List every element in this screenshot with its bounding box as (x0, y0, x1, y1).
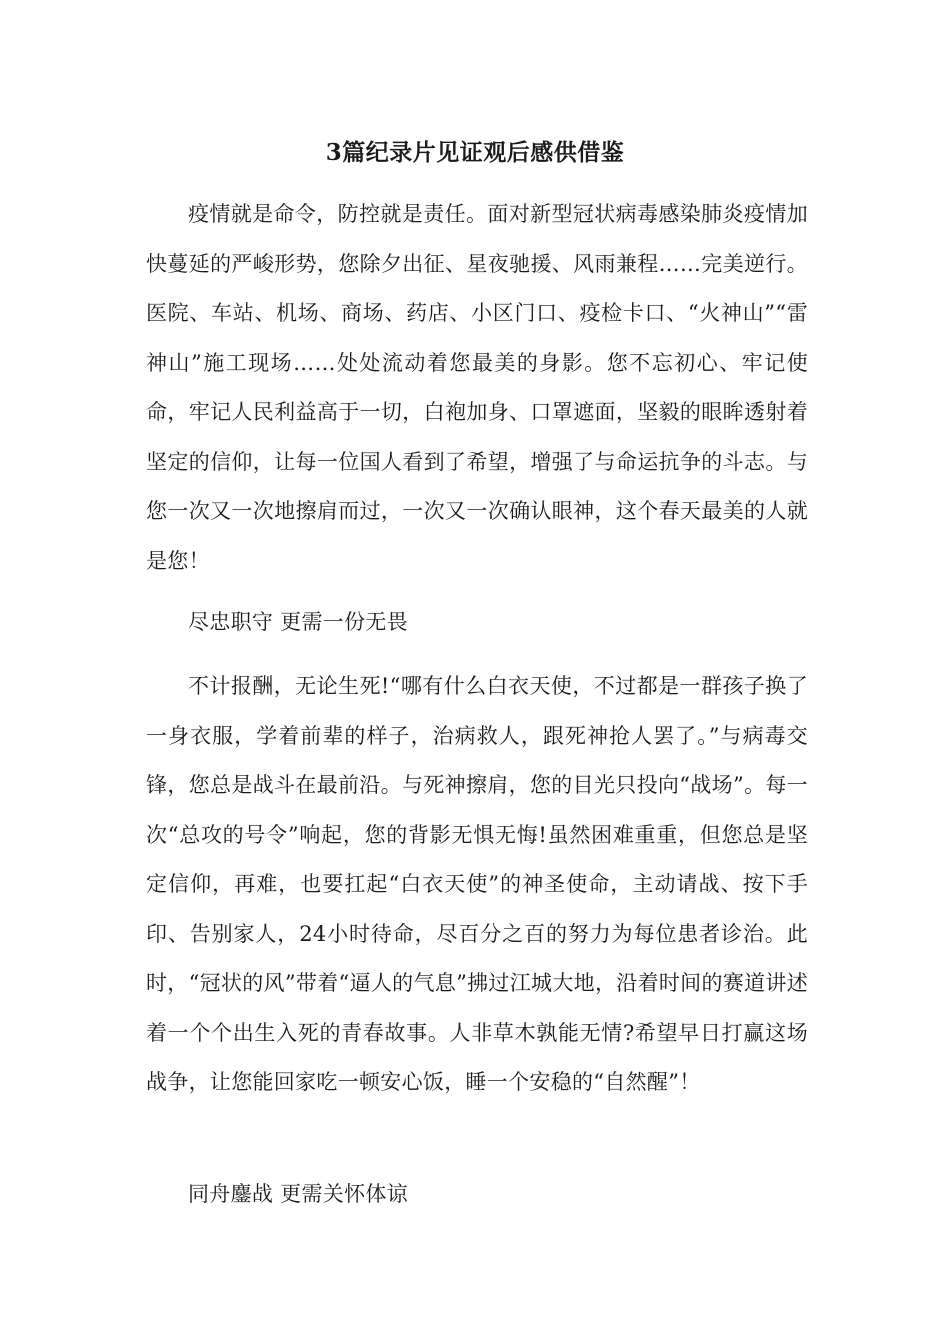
document-title: 3篇纪录片见证观后感供借鉴 (325, 139, 625, 166)
body-paragraph: 不计报酬，无论生死!“哪有什么白衣天使，不过都是一群孩子换了一身衣服，学着前辈的样子，治病救人，跟死神抢人罢了。”与病毒交锋，您总是战斗在最前沿。与死神擦肩，您的目光只投向“战场”。每一次“总攻的号令”响起，您的背影无惧无悔!虽然困难重重，但您总是坚定信仰，再难，也要扛起“白衣天使”的神圣使命，主动请战、按下手印、告别家人，24小时待命，尽百分之百的努力为每位患者诊治。此时，“冠状的风”带着“逼人的气息”拂过江城大地，沿着时间的赛道讲述着一个个出生入死的青春故事。人非草木孰能无情?希望早日打赢这场战争，让您能回家吃一顿安心饭，睡一个安稳的“自然醒”！ (146, 674, 808, 1094)
section-heading: 尽忠职守 更需一份无畏 (188, 610, 408, 634)
section-heading: 同舟鏖战 更需关怀体谅 (188, 1182, 408, 1206)
body-paragraph: 疫情就是命令，防控就是责任。面对新型冠状病毒感染肺炎疫情加快蔓延的严峻形势，您除夕出征、星夜驰援、风雨兼程……完美逆行。医院、车站、机场、商场、药店、小区门口、疫检卡口、“火神山”“雷神山”施工现场……处处流动着您最美的身影。您不忘初心、牢记使命，牢记人民利益高于一切，白袍加身、口罩遮面，坚毅的眼眸透射着坚定的信仰，让每一位国人看到了希望，增强了与命运抗争的斗志。与您一次又一次地擦肩而过，一次又一次确认眼神，这个春天最美的人就是您！ (146, 202, 808, 573)
